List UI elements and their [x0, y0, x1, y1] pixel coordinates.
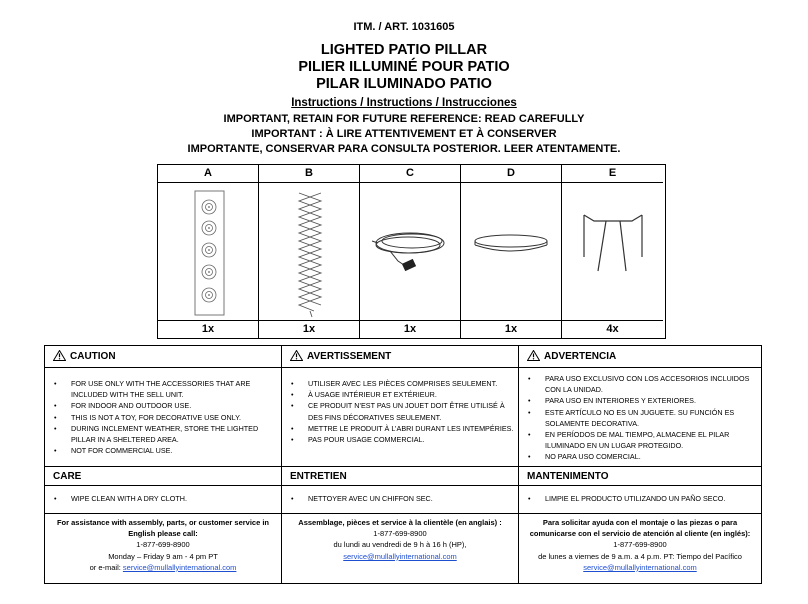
part-column-c — [360, 165, 461, 338]
help-email-line — [45, 562, 281, 573]
part-column-a — [158, 165, 259, 338]
list-item: • THIS IS NOT A TOY, FOR DECORATIVE USE ONLY. — [45, 412, 281, 423]
care-title: CARE — [53, 470, 82, 482]
part-quantity: 1x — [158, 320, 258, 338]
list-item: • UTILISER AVEC LES PIÈCES COMPRISES SEULEMENT. — [282, 378, 518, 389]
help-hours: Monday – Friday 9 am - 4 pm PT — [108, 551, 218, 561]
entretien-list — [282, 493, 518, 504]
avertissement-title: AVERTISSEMENT — [307, 351, 392, 362]
advertencia-list — [519, 373, 761, 463]
warning-icon — [290, 350, 303, 364]
important-french: IMPORTANT : À LIRE ATTENTIVEMENT ET À CONSERVER — [251, 128, 557, 140]
instructions-heading: Instructions / Instructions / Instrucciones — [291, 97, 517, 109]
part-column-b — [259, 165, 360, 338]
help-lead: Para solicitar ayuda con el montaje o las piezas o para comunicarse con el servicio de atención al cliente (en inglés): — [529, 518, 751, 539]
important-spanish: IMPORTANTE, CONSERVAR PARA CONSULTA POSTERIOR. LEER ATENTAMENTE. — [187, 143, 621, 155]
mantenimento-header — [519, 466, 761, 486]
entretien-header — [282, 466, 518, 486]
help-hours: de lunes a viernes de 9 a.m. a 4 p.m. PT: Tiempo del Pacífico — [538, 551, 742, 561]
part-letter: B — [259, 165, 359, 183]
help-lead: For assistance with assembly, parts, or customer service in English please call: — [56, 518, 270, 539]
list-item: • NOT FOR COMMERCIAL USE. — [45, 445, 281, 456]
help-email-prefix: or e-mail: — [89, 562, 123, 572]
title-english: LIGHTED PATIO PILLAR — [320, 42, 488, 58]
help-block — [519, 513, 761, 583]
list-item: • CE PRODUIT N’EST PAS UN JOUET DOIT ÊTRE UTILISÉ À DES FINS DÉCORATIVES SEULEMENT. — [282, 400, 518, 422]
care-header — [45, 466, 281, 486]
light-string-icon — [259, 183, 359, 321]
title-spanish: PILAR ILUMINADO PATIO — [316, 76, 492, 92]
help-phone: 1-877-699-8900 — [613, 540, 667, 550]
part-letter: C — [360, 165, 460, 183]
part-letter: E — [562, 165, 663, 183]
list-item: • NO PARA USO COMERCIAL. — [519, 451, 761, 462]
pillar-tube-icon — [158, 183, 258, 321]
list-item: • EN PERÍODOS DE MAL TIEMPO, ALMACENE EL PILAR ILUMINADO EN UN LUGAR PROTEGIDO. — [519, 429, 761, 451]
warning-icon — [53, 350, 66, 364]
parts-table — [157, 164, 666, 339]
advertencia-header — [519, 346, 761, 368]
part-quantity: 1x — [461, 320, 561, 338]
list-item: • WIPE CLEAN WITH A DRY CLOTH. — [45, 493, 281, 504]
caution-header — [45, 346, 281, 368]
list-item: • NETTOYER AVEC UN CHIFFON SEC. — [282, 493, 518, 504]
instructions-grid — [44, 345, 762, 584]
list-item: • FOR INDOOR AND OUTDOOR USE. — [45, 400, 281, 411]
list-item: • PARA USO EXCLUSIVO CON LOS ACCESORIOS INCLUIDOS CON LA UNIDAD. — [519, 373, 761, 395]
french-column — [282, 346, 519, 583]
help-phone: 1-877-699-8900 — [373, 529, 427, 539]
help-phone: 1-877-699-8900 — [136, 540, 190, 550]
caution-list — [45, 378, 281, 456]
help-email-line — [519, 562, 761, 573]
part-column-d — [461, 165, 562, 338]
list-item: • PAS POUR USAGE COMMERCIAL. — [282, 434, 518, 445]
help-block — [282, 513, 518, 583]
avertissement-list — [282, 378, 518, 445]
list-item: • À USAGE INTÉRIEUR ET EXTÉRIEUR. — [282, 389, 518, 400]
part-letter: A — [158, 165, 258, 183]
help-block — [45, 513, 281, 583]
avertissement-header — [282, 346, 518, 368]
caution-title: CAUTION — [70, 351, 116, 362]
email-link[interactable]: service@mullallyinternational.com — [343, 551, 457, 561]
mantenimento-list — [519, 493, 761, 504]
advertencia-title: ADVERTENCIA — [544, 351, 617, 362]
ring-base-icon — [461, 183, 561, 321]
list-item: • FOR USE ONLY WITH THE ACCESSORIES THAT ARE INCLUDED WITH THE SELL UNIT. — [45, 378, 281, 400]
email-link[interactable]: service@mullallyinternational.com — [122, 562, 237, 572]
list-item: • ESTE ARTÍCULO NO ES UN JUGUETE. SU FUNCIÓN ES SOLAMENTE DECORATIVA. — [519, 407, 761, 429]
item-number: ITM. / ART. 1031605 — [353, 21, 455, 33]
part-letter: D — [461, 165, 561, 183]
list-item: • DURING INCLEMENT WEATHER, STORE THE LIGHTED PILLAR IN A SHELTERED AREA. — [45, 423, 281, 445]
mantenimento-title: MANTENIMENTO — [527, 470, 609, 482]
care-list — [45, 493, 281, 504]
list-item: • PARA USO EN INTERIORES Y EXTERIORES. — [519, 395, 761, 406]
help-lead: Assemblage, pièces et service à la clientèle (en anglais) : — [298, 518, 502, 527]
important-english: IMPORTANT, RETAIN FOR FUTURE REFERENCE: READ CAREFULLY — [223, 113, 585, 125]
part-quantity: 1x — [259, 320, 359, 338]
power-cord-icon — [360, 183, 460, 321]
english-column — [45, 346, 282, 583]
title-french: PILIER ILLUMINÉ POUR PATIO — [298, 59, 510, 75]
part-quantity: 4x — [562, 320, 663, 338]
part-quantity: 1x — [360, 320, 460, 338]
warning-icon — [527, 350, 540, 364]
entretien-title: ENTRETIEN — [290, 470, 347, 482]
list-item: • LIMPIE EL PRODUCTO UTILIZANDO UN PAÑO SECO. — [519, 493, 761, 504]
help-hours: du lundi au vendredi de 9 h à 16 h (HP), — [333, 540, 467, 550]
spanish-column — [519, 346, 761, 583]
part-column-e — [562, 165, 663, 338]
help-email-line — [282, 551, 518, 562]
ground-stake-icon — [562, 183, 663, 321]
email-link[interactable]: service@mullallyinternational.com — [583, 562, 697, 572]
list-item: • METTRE LE PRODUIT À L’ABRI DURANT LES INTEMPÉRIES. — [282, 423, 518, 434]
